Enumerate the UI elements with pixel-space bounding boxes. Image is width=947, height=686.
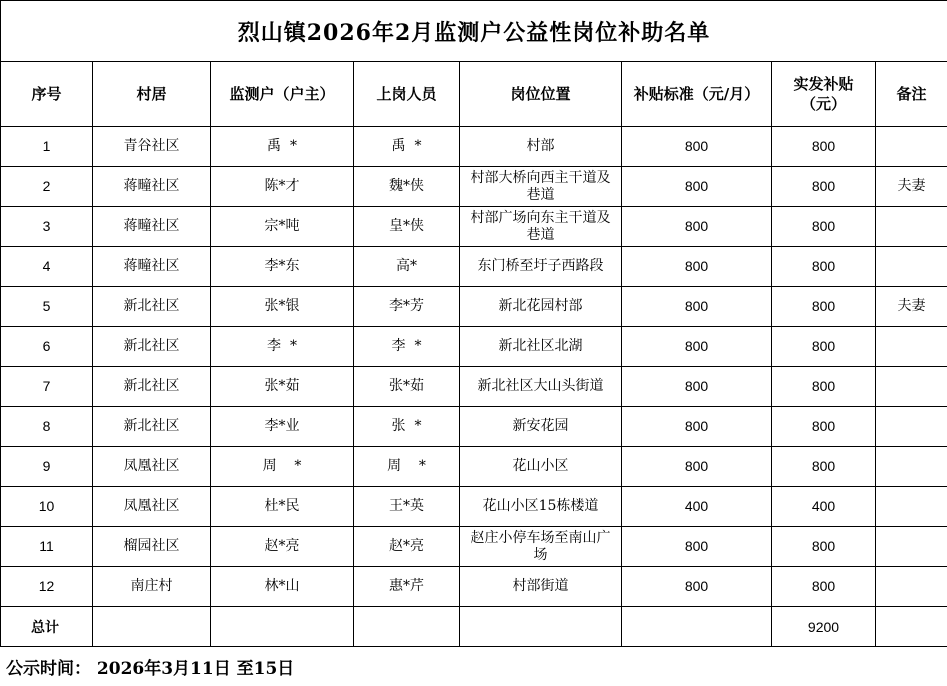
cell-position: 村部大桥向西主干道及巷道	[460, 167, 622, 207]
table-row	[1, 167, 947, 207]
cell-household: 禹 *	[211, 127, 354, 167]
total-empty-cell	[211, 607, 354, 647]
cell-household: 杜*民	[211, 487, 354, 527]
cell-actual: 800	[772, 367, 876, 407]
table-row	[1, 127, 947, 167]
cell-note	[876, 207, 947, 247]
cell-village: 新北社区	[93, 367, 211, 407]
cell-position: 村部街道	[460, 567, 622, 607]
cell-note	[876, 407, 947, 447]
cell-worker: 高*	[354, 247, 460, 287]
cell-household: 张*茹	[211, 367, 354, 407]
cell-household: 陈*才	[211, 167, 354, 207]
cell-household: 宗*吨	[211, 207, 354, 247]
cell-worker: 李 *	[354, 327, 460, 367]
cell-village: 南庄村	[93, 567, 211, 607]
cell-worker: 张*茹	[354, 367, 460, 407]
cell-index: 4	[1, 247, 93, 287]
cell-note	[876, 487, 947, 527]
publicity-period: 公示时间： 2026年3月11日 至15日	[6, 659, 295, 679]
header-position: 岗位位置	[460, 62, 622, 127]
cell-worker: 周 *	[354, 447, 460, 487]
total-empty-cell	[93, 607, 211, 647]
cell-worker: 李*芳	[354, 287, 460, 327]
total-empty-cell	[354, 607, 460, 647]
cell-household: 周 *	[211, 447, 354, 487]
table-row	[1, 247, 947, 287]
total-row	[1, 607, 947, 647]
cell-index: 7	[1, 367, 93, 407]
cell-standard: 800	[622, 287, 772, 327]
total-empty-cell	[876, 607, 947, 647]
cell-standard: 400	[622, 487, 772, 527]
cell-note	[876, 447, 947, 487]
table-header	[1, 62, 947, 127]
cell-position: 东门桥至圩子西路段	[460, 247, 622, 287]
cell-index: 9	[1, 447, 93, 487]
cell-actual: 800	[772, 407, 876, 447]
header-worker: 上岗人员	[354, 62, 460, 127]
cell-village: 青谷社区	[93, 127, 211, 167]
cell-household: 林*山	[211, 567, 354, 607]
table-row	[1, 367, 947, 407]
cell-index: 3	[1, 207, 93, 247]
cell-standard: 800	[622, 167, 772, 207]
cell-standard: 800	[622, 567, 772, 607]
cell-note	[876, 367, 947, 407]
cell-position: 赵庄小停车场至南山广场	[460, 527, 622, 567]
cell-village: 蒋疃社区	[93, 247, 211, 287]
cell-standard: 800	[622, 127, 772, 167]
cell-actual: 800	[772, 287, 876, 327]
cell-index: 12	[1, 567, 93, 607]
cell-index: 11	[1, 527, 93, 567]
header-actual: 实发补贴（元）	[772, 62, 876, 127]
cell-standard: 800	[622, 207, 772, 247]
table-row	[1, 287, 947, 327]
cell-position: 新安花园	[460, 407, 622, 447]
cell-note: 夫妻	[876, 287, 947, 327]
cell-position: 新北花园村部	[460, 287, 622, 327]
cell-actual: 800	[772, 247, 876, 287]
table-row	[1, 567, 947, 607]
cell-village: 凤凰社区	[93, 487, 211, 527]
total-label: 总计	[1, 607, 93, 647]
cell-village: 新北社区	[93, 287, 211, 327]
cell-position: 新北社区大山头街道	[460, 367, 622, 407]
cell-worker: 禹 *	[354, 127, 460, 167]
total-actual: 9200	[772, 607, 876, 647]
header-household: 监测户（户主）	[211, 62, 354, 127]
cell-position: 花山小区15栋楼道	[460, 487, 622, 527]
table-row	[1, 207, 947, 247]
cell-worker: 张 *	[354, 407, 460, 447]
cell-worker: 皇*侠	[354, 207, 460, 247]
cell-index: 2	[1, 167, 93, 207]
header-standard: 补贴标准（元/月）	[622, 62, 772, 127]
cell-actual: 800	[772, 567, 876, 607]
cell-note: 夫妻	[876, 167, 947, 207]
cell-household: 李*东	[211, 247, 354, 287]
cell-household: 赵*亮	[211, 527, 354, 567]
cell-position: 花山小区	[460, 447, 622, 487]
cell-household: 李 *	[211, 327, 354, 367]
table-row	[1, 407, 947, 447]
cell-index: 8	[1, 407, 93, 447]
cell-actual: 800	[772, 447, 876, 487]
header-index: 序号	[1, 62, 93, 127]
cell-worker: 魏*侠	[354, 167, 460, 207]
table-row	[1, 327, 947, 367]
cell-note	[876, 247, 947, 287]
cell-actual: 800	[772, 527, 876, 567]
cell-index: 6	[1, 327, 93, 367]
page-title: 烈山镇2026年2月监测户公益性岗位补助名单	[1, 1, 947, 62]
total-empty-cell	[460, 607, 622, 647]
cell-actual: 800	[772, 127, 876, 167]
cell-index: 1	[1, 127, 93, 167]
cell-note	[876, 327, 947, 367]
cell-index: 10	[1, 487, 93, 527]
header-note: 备注	[876, 62, 947, 127]
cell-village: 新北社区	[93, 407, 211, 447]
cell-actual: 800	[772, 167, 876, 207]
cell-standard: 800	[622, 527, 772, 567]
cell-worker: 王*英	[354, 487, 460, 527]
table-row	[1, 447, 947, 487]
cell-village: 蒋疃社区	[93, 167, 211, 207]
cell-note	[876, 527, 947, 567]
cell-worker: 赵*亮	[354, 527, 460, 567]
total-empty-cell	[622, 607, 772, 647]
cell-village: 榴园社区	[93, 527, 211, 567]
cell-standard: 800	[622, 327, 772, 367]
cell-household: 张*银	[211, 287, 354, 327]
cell-standard: 800	[622, 367, 772, 407]
cell-household: 李*业	[211, 407, 354, 447]
cell-note	[876, 567, 947, 607]
cell-standard: 800	[622, 407, 772, 447]
cell-worker: 惠*芹	[354, 567, 460, 607]
cell-actual: 400	[772, 487, 876, 527]
table-row	[1, 527, 947, 567]
cell-position: 新北社区北湖	[460, 327, 622, 367]
cell-position: 村部	[460, 127, 622, 167]
cell-position: 村部广场向东主干道及巷道	[460, 207, 622, 247]
cell-village: 蒋疃社区	[93, 207, 211, 247]
cell-note	[876, 127, 947, 167]
cell-actual: 800	[772, 327, 876, 367]
cell-standard: 800	[622, 247, 772, 287]
table-row	[1, 487, 947, 527]
cell-index: 5	[1, 287, 93, 327]
cell-village: 新北社区	[93, 327, 211, 367]
cell-village: 凤凰社区	[93, 447, 211, 487]
cell-actual: 800	[772, 207, 876, 247]
cell-standard: 800	[622, 447, 772, 487]
header-village: 村居	[93, 62, 211, 127]
